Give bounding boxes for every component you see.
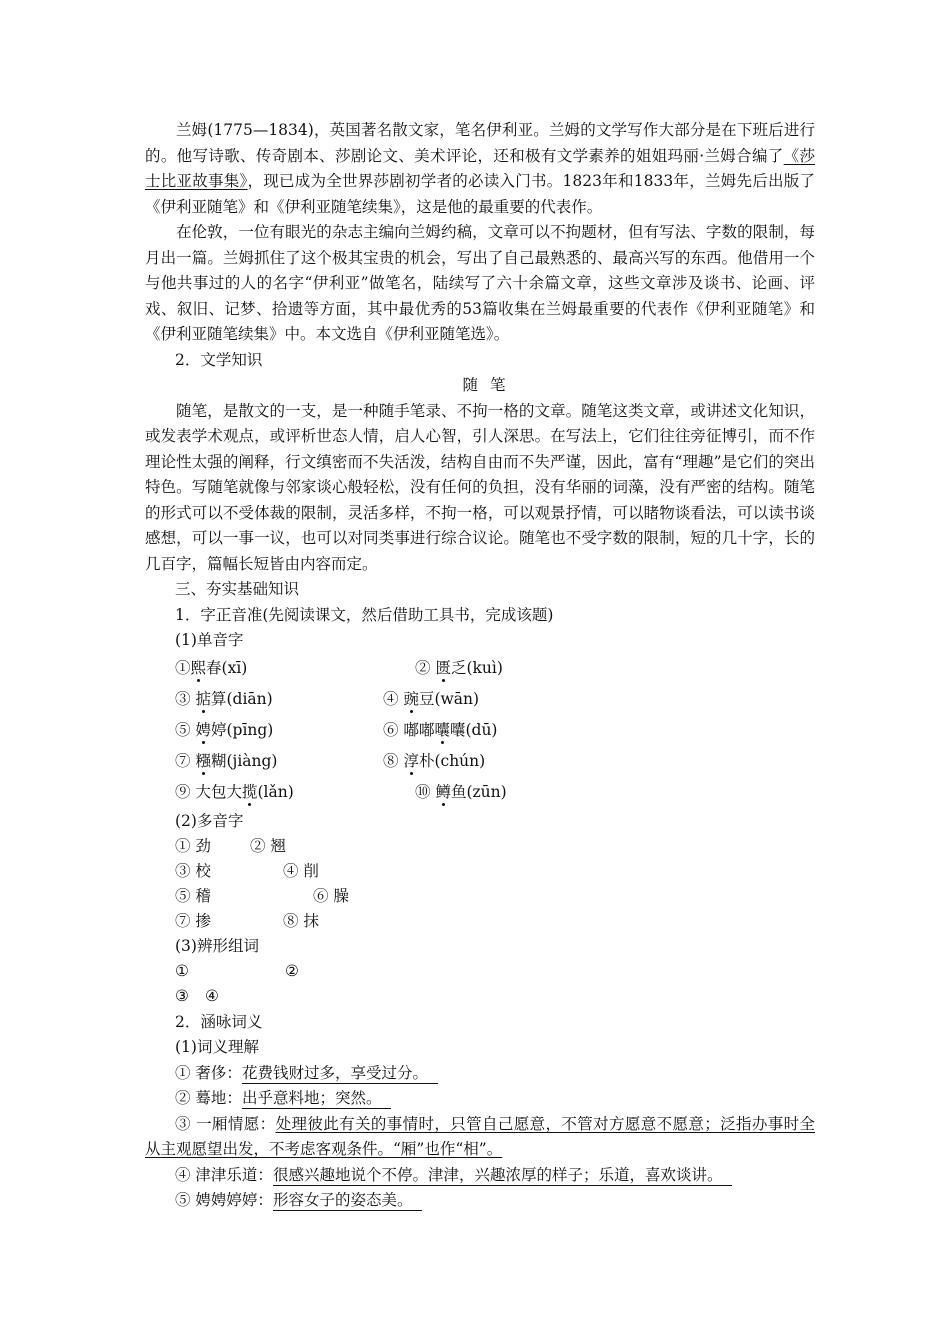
shape-item: ① (175, 962, 189, 981)
single-item: ⑤ 娉婷(pīng) (175, 721, 274, 740)
intro-paragraph-2: 在伦敦，一位有眼光的杂志主编向兰姆约稿，文章可以不拘题材，但有写法、字数的限制，每月出一篇。兰姆抓住了这个极其宝贵的机会，写出了自己最熟悉的、最高兴写的东西。他借用一个与他共事过的人的名字“伊利亚”做笔名，陆续写了六十余篇文章，这些文章涉及谈书、论画、评戏、叙旧、记梦、拾遗等方面，其中最优秀的53篇收集在兰姆最重要的代表作《伊利亚随笔》和《伊利亚随笔续集》中。本文选自《伊利亚随笔选》。 (145, 223, 815, 343)
multi-item: ① 劲 (175, 836, 211, 855)
multi-item: ⑧ 抹 (283, 911, 319, 930)
section-heading-vocab: 2．涵咏词义 (175, 1012, 263, 1031)
subheading-multi: (2)多音字 (175, 811, 244, 830)
single-item: ⑨ 大包大揽(lǎn) (175, 783, 294, 802)
section-heading-basics: 三、夯实基础知识 (175, 580, 300, 598)
vocab-item: ② 蓦地：出乎意料地；突然。 (145, 1086, 815, 1112)
intro-paragraph-1 (145, 118, 815, 220)
vocab-item: ⑤ 娉娉婷婷：形容女子的姿态美。 (145, 1188, 815, 1214)
shape-item: ③ (175, 987, 189, 1006)
intro-text: ，现已成为全世界莎剧初学者的必读入门书。1823年和1833年，兰姆先后出版了《伊利亚随笔》和《伊利亚随笔续集》，这是他的最重要的代表作。 (145, 172, 815, 216)
single-item: ④ 豌豆(wān) (383, 690, 480, 709)
shape-row (145, 985, 815, 1010)
multi-item: ⑥ 臊 (313, 886, 349, 905)
multi-row (145, 884, 815, 909)
vocab-item: ④ 津津乐道：很感兴趣地说个不停。津津，兴趣浓厚的样子；乐道，喜欢谈讲。 (145, 1163, 815, 1189)
multi-item: ⑤ 稽 (175, 886, 211, 905)
vocab-item: ③ 一厢情愿：处理彼此有关的事情时，只管自己愿意，不管对方愿意不愿意；泛指办事时全从主观愿望出发，不考虑客观条件。“厢”也作“相”。 (145, 1114, 815, 1158)
single-item: ①熙春(xī) (175, 659, 248, 678)
single-row (145, 685, 815, 716)
vocab-item: ① 奢侈：花费钱财过多，享受过分。 (145, 1061, 815, 1087)
single-row (145, 747, 815, 778)
multi-item: ④ 削 (283, 861, 319, 880)
single-item: ⑥ 嘟嘟囔囔(dū) (383, 721, 498, 740)
shape-item: ④ (205, 987, 219, 1006)
subheading-shape: (3)辨形组词 (175, 937, 259, 955)
subheading-vocab: (1)词义理解 (175, 1038, 259, 1056)
single-item: ③ 掂算(diān) (175, 690, 273, 709)
multi-item: ③ 校 (175, 861, 211, 880)
intro-text: 兰姆(1775—1834)，英国著名散文家，笔名伊利亚。兰姆的文学写作大部分是在下班后进行的。他写诗歌、传奇剧本、莎剧论文、美术评论，还和极有文学素养的姐姐玛丽·兰姆合编了 (145, 121, 815, 165)
subheading-pronunciation: 1．字正音准(先阅读课文，然后借助工具书，完成该题) (175, 605, 554, 624)
single-row (145, 654, 815, 685)
single-item: ② 匮乏(kuì) (415, 659, 503, 678)
shape-row (145, 960, 815, 985)
section-heading-literature: 2．文学知识 (175, 350, 263, 369)
multi-item: ⑦ 掺 (175, 911, 211, 930)
shape-item: ② (285, 962, 299, 981)
document-page (145, 118, 815, 1214)
multi-row (145, 909, 815, 934)
single-item: ⑧ 淳朴(chún) (383, 752, 486, 771)
single-item: ⑩ 鳟鱼(zūn) (415, 783, 507, 802)
single-row (145, 778, 815, 809)
subheading-single: (1)单音字 (175, 631, 244, 649)
multi-row (145, 834, 815, 859)
book-title-link: 《莎士比亚故事集》 (145, 146, 815, 190)
single-row (145, 716, 815, 747)
single-item: ⑦ 糨糊(jiàng) (175, 752, 278, 771)
literature-paragraph: 随笔，是散文的一支，是一种随手笔录、不拘一格的文章。随笔这类文章，或讲述文化知识，或发表学术观点，或评析世态人情，启人心智，引人深思。在写法上，它们往往旁征博引，而不作理论性太强的阐释，行文缜密而不失活泼，结构自由而不失严谨，因此，富有“理趣”是它们的突出特色。写随笔就像与邻家谈心般轻松，没有任何的负担，没有华丽的词藻，没有严密的结构。随笔的形式可以不受体裁的限制，灵活多样，不拘一格，可以观景抒情，可以睹物谈看法，可以读书谈感想，可以一事一议，也可以对同类事进行综合议论。随笔也不受字数的限制，短的几十字，长的几百字，篇幅长短皆由内容而定。 (145, 401, 815, 573)
multi-item: ② 翘 (250, 836, 286, 855)
multi-row (145, 859, 815, 884)
article-title: 随笔 (462, 376, 518, 394)
